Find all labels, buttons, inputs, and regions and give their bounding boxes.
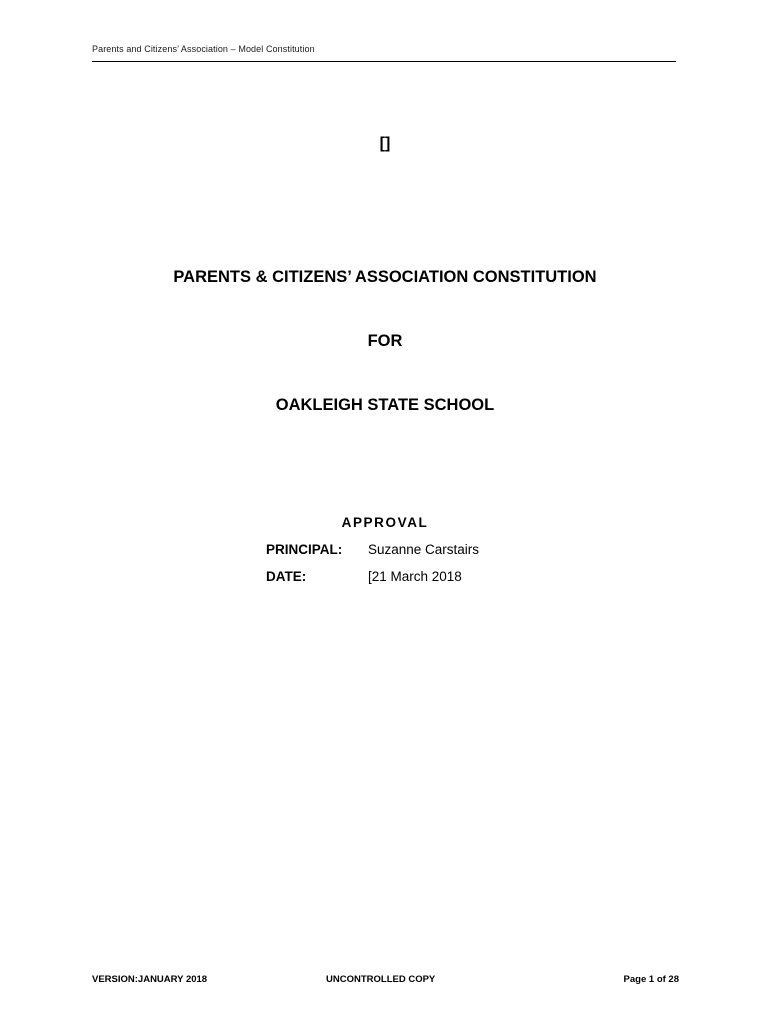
running-header: Parents and Citizens’ Association – Model Constitution [92,44,315,54]
footer-version: VERSION:JANUARY 2018 [92,974,208,985]
principal-label: PRINCIPAL: [266,542,343,557]
date-value: [21 March 2018 [368,569,462,584]
footer-page-number: Page 1 of 28 [623,974,679,985]
date-label: DATE: [266,569,307,584]
approval-heading: APPROVAL [341,515,429,530]
logo-placeholder: [] [379,135,391,152]
document-title: PARENTS & CITIZENS’ ASSOCIATION CONSTITUTION [173,268,597,286]
school-name: OAKLEIGH STATE SCHOOL [275,396,495,414]
title-for: FOR [367,332,403,350]
header-divider [92,61,676,62]
principal-value: Suzanne Carstairs [368,542,480,557]
footer-copy-status: UNCONTROLLED COPY [326,974,436,985]
